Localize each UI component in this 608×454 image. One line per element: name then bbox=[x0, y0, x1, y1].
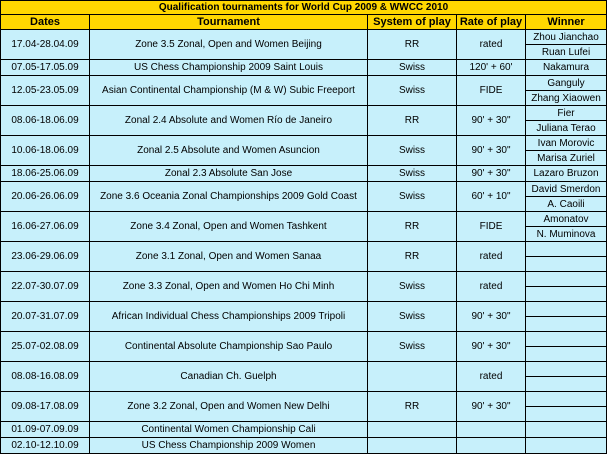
row-rate: rated bbox=[457, 30, 526, 60]
row-system: RR bbox=[368, 242, 457, 272]
row-tournament: Continental Women Championship Cali bbox=[90, 422, 368, 438]
row-winner: Ivan Morovic bbox=[526, 136, 607, 151]
row-rate: rated bbox=[457, 362, 526, 392]
row-winner: Zhou Jianchao bbox=[526, 30, 607, 45]
row-system bbox=[368, 422, 457, 438]
row-dates: 17.04-28.04.09 bbox=[1, 30, 90, 60]
row-tournament: Zonal 2.3 Absolute San Jose bbox=[90, 166, 368, 182]
row-tournament: Canadian Ch. Guelph bbox=[90, 362, 368, 392]
row-rate: FIDE bbox=[457, 76, 526, 106]
row-system bbox=[368, 438, 457, 454]
row-rate: 60' + 10" bbox=[457, 182, 526, 212]
row-rate: 90' + 30" bbox=[457, 166, 526, 182]
row-rate bbox=[457, 422, 526, 438]
row-dates: 01.09-07.09.09 bbox=[1, 422, 90, 438]
table-row bbox=[1, 166, 607, 182]
header-winner: Winner bbox=[526, 15, 607, 30]
row-system: Swiss bbox=[368, 76, 457, 106]
row-dates: 09.08-17.08.09 bbox=[1, 392, 90, 422]
row-system: Swiss bbox=[368, 182, 457, 212]
row-tournament: Zone 3.6 Oceania Zonal Championships 2009 Gold Coast bbox=[90, 182, 368, 212]
row-rate: 120' + 60' bbox=[457, 60, 526, 76]
row-winner: Ganguly bbox=[526, 76, 607, 91]
header-rate: Rate of play bbox=[457, 15, 526, 30]
row-winner: Juliana Terao bbox=[526, 121, 607, 136]
row-system: Swiss bbox=[368, 60, 457, 76]
table-row bbox=[1, 302, 607, 317]
row-dates: 16.06-27.06.09 bbox=[1, 212, 90, 242]
row-system bbox=[368, 362, 457, 392]
table-row bbox=[1, 392, 607, 407]
row-system: RR bbox=[368, 392, 457, 422]
row-winner bbox=[526, 392, 607, 407]
row-dates: 07.05-17.05.09 bbox=[1, 60, 90, 76]
row-tournament: Zonal 2.5 Absolute and Women Asuncion bbox=[90, 136, 368, 166]
row-dates: 10.06-18.06.09 bbox=[1, 136, 90, 166]
row-dates: 12.05-23.05.09 bbox=[1, 76, 90, 106]
row-winner bbox=[526, 407, 607, 422]
header-system: System of play bbox=[368, 15, 457, 30]
table-row bbox=[1, 106, 607, 121]
row-winner: Nakamura bbox=[526, 60, 607, 76]
row-tournament: Zonal 2.4 Absolute and Women Río de Janeiro bbox=[90, 106, 368, 136]
row-tournament: African Individual Chess Championships 2009 Tripoli bbox=[90, 302, 368, 332]
table-row bbox=[1, 242, 607, 257]
row-winner bbox=[526, 302, 607, 317]
row-rate: rated bbox=[457, 272, 526, 302]
row-winner bbox=[526, 438, 607, 454]
row-tournament: Zone 3.3 Zonal, Open and Women Ho Chi Minh bbox=[90, 272, 368, 302]
row-dates: 23.06-29.06.09 bbox=[1, 242, 90, 272]
row-winner bbox=[526, 362, 607, 377]
row-dates: 20.07-31.07.09 bbox=[1, 302, 90, 332]
row-tournament: Zone 3.1 Zonal, Open and Women Sanaa bbox=[90, 242, 368, 272]
row-system: Swiss bbox=[368, 166, 457, 182]
row-rate: 90' + 30" bbox=[457, 106, 526, 136]
table-row bbox=[1, 332, 607, 347]
row-dates: 18.06-25.06.09 bbox=[1, 166, 90, 182]
row-winner bbox=[526, 332, 607, 347]
row-winner: Marisa Zuriel bbox=[526, 151, 607, 166]
row-rate: 90' + 30" bbox=[457, 136, 526, 166]
row-winner bbox=[526, 242, 607, 257]
row-winner bbox=[526, 272, 607, 287]
row-winner: David Smerdon bbox=[526, 182, 607, 197]
row-dates: 25.07-02.08.09 bbox=[1, 332, 90, 362]
row-rate: 90' + 30" bbox=[457, 392, 526, 422]
row-winner bbox=[526, 257, 607, 272]
header-row bbox=[1, 15, 607, 30]
row-rate: FIDE bbox=[457, 212, 526, 242]
table-row bbox=[1, 136, 607, 151]
table-row bbox=[1, 182, 607, 197]
header-dates: Dates bbox=[1, 15, 90, 30]
table-row bbox=[1, 272, 607, 287]
row-tournament: Continental Absolute Championship Sao Paulo bbox=[90, 332, 368, 362]
row-system: Swiss bbox=[368, 332, 457, 362]
row-tournament: Zone 3.2 Zonal, Open and Women New Delhi bbox=[90, 392, 368, 422]
row-system: Swiss bbox=[368, 302, 457, 332]
row-winner: A. Caoili bbox=[526, 197, 607, 212]
row-winner bbox=[526, 422, 607, 438]
table-row bbox=[1, 76, 607, 91]
row-tournament: Asian Continental Championship (M & W) Subic Freeport bbox=[90, 76, 368, 106]
header-tournament: Tournament bbox=[90, 15, 368, 30]
row-dates: 08.06-18.06.09 bbox=[1, 106, 90, 136]
row-tournament: Zone 3.4 Zonal, Open and Women Tashkent bbox=[90, 212, 368, 242]
row-system: RR bbox=[368, 106, 457, 136]
row-winner bbox=[526, 377, 607, 392]
row-rate: rated bbox=[457, 242, 526, 272]
row-winner bbox=[526, 287, 607, 302]
table-title: Qualification tournaments for World Cup 2009 & WWCC 2010 bbox=[1, 1, 607, 15]
row-tournament: US Chess Championship 2009 Women bbox=[90, 438, 368, 454]
table-row bbox=[1, 438, 607, 454]
row-winner bbox=[526, 347, 607, 362]
table-row bbox=[1, 362, 607, 377]
row-winner bbox=[526, 317, 607, 332]
row-dates: 08.08-16.08.09 bbox=[1, 362, 90, 392]
row-winner: Lazaro Bruzon bbox=[526, 166, 607, 182]
row-rate: 90' + 30" bbox=[457, 332, 526, 362]
title-row bbox=[1, 1, 607, 15]
row-system: Swiss bbox=[368, 272, 457, 302]
table-row bbox=[1, 422, 607, 438]
row-dates: 20.06-26.06.09 bbox=[1, 182, 90, 212]
row-dates: 02.10-12.10.09 bbox=[1, 438, 90, 454]
row-rate bbox=[457, 438, 526, 454]
row-tournament: Zone 3.5 Zonal, Open and Women Beijing bbox=[90, 30, 368, 60]
table-row bbox=[1, 212, 607, 227]
row-winner: Ruan Lufei bbox=[526, 45, 607, 60]
row-winner: Amonatov bbox=[526, 212, 607, 227]
row-winner: Zhang Xiaowen bbox=[526, 91, 607, 106]
row-winner: N. Muminova bbox=[526, 227, 607, 242]
row-system: RR bbox=[368, 212, 457, 242]
row-system: Swiss bbox=[368, 136, 457, 166]
row-winner: Fier bbox=[526, 106, 607, 121]
table-row bbox=[1, 60, 607, 76]
row-tournament: US Chess Championship 2009 Saint Louis bbox=[90, 60, 368, 76]
row-system: RR bbox=[368, 30, 457, 60]
row-dates: 22.07-30.07.09 bbox=[1, 272, 90, 302]
row-rate: 90' + 30" bbox=[457, 302, 526, 332]
table-row bbox=[1, 30, 607, 45]
